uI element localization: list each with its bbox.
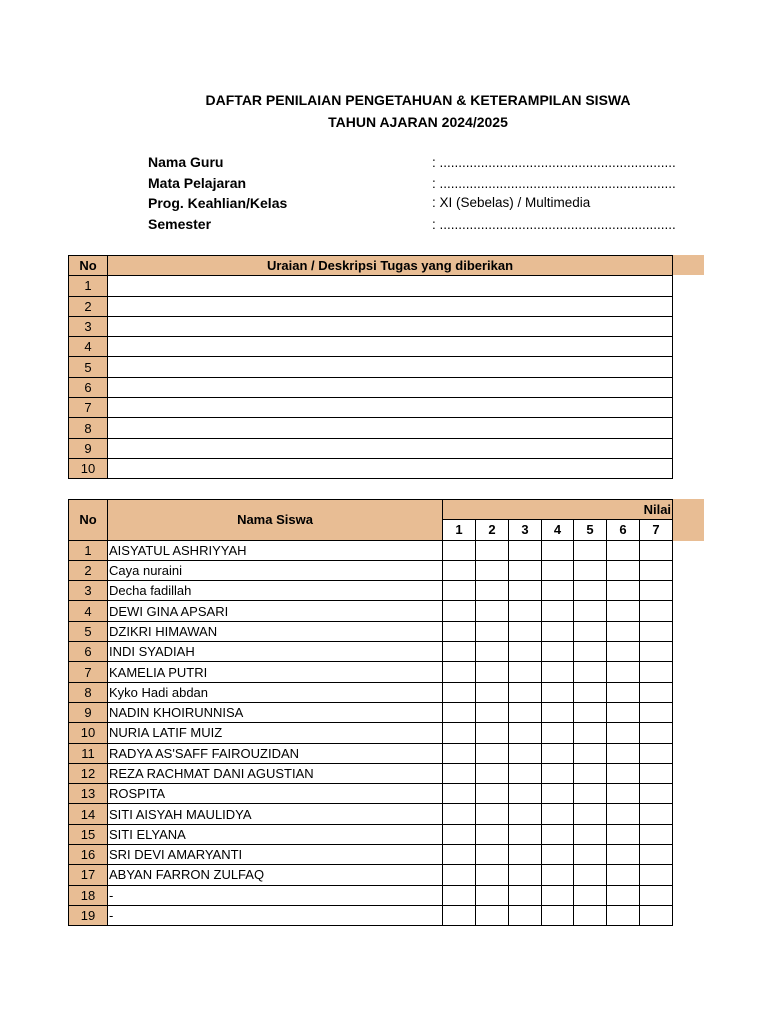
- grade-cell[interactable]: [607, 905, 640, 925]
- student-row-number: 11: [69, 743, 108, 763]
- task-row: [69, 316, 673, 336]
- grade-cell[interactable]: [607, 560, 640, 580]
- student-name: KAMELIA PUTRI: [108, 662, 443, 682]
- student-name: INDI SYADIAH: [108, 642, 443, 662]
- student-row: [69, 560, 673, 580]
- column-header-no: No: [69, 500, 108, 541]
- grade-cell[interactable]: [640, 642, 673, 662]
- grade-cell[interactable]: [542, 824, 574, 844]
- grade-cell[interactable]: [640, 743, 673, 763]
- info-label-mata-pelajaran: Mata Pelajaran: [148, 175, 247, 191]
- grade-cell[interactable]: [574, 560, 607, 580]
- grade-cell[interactable]: [607, 662, 640, 682]
- task-description-cell[interactable]: [108, 296, 673, 316]
- grade-cell[interactable]: [542, 621, 574, 641]
- grade-cell[interactable]: [574, 784, 607, 804]
- nilai-column-header: 6: [607, 520, 640, 540]
- task-description-cell[interactable]: [108, 337, 673, 357]
- grade-cell[interactable]: [640, 682, 673, 702]
- grade-cell[interactable]: [607, 763, 640, 783]
- grade-cell[interactable]: [443, 845, 476, 865]
- task-row-number: 10: [69, 458, 108, 478]
- student-row: [69, 905, 673, 925]
- header-fill-extension: [672, 255, 704, 275]
- task-row-number: 1: [69, 276, 108, 296]
- grade-cell[interactable]: [542, 702, 574, 722]
- grade-cell[interactable]: [509, 621, 542, 641]
- grade-cell[interactable]: [509, 682, 542, 702]
- task-row-number: 7: [69, 398, 108, 418]
- grade-cell[interactable]: [509, 824, 542, 844]
- grade-cell[interactable]: [443, 824, 476, 844]
- task-row: [69, 418, 673, 438]
- grade-cell[interactable]: [574, 723, 607, 743]
- student-name: DZIKRI HIMAWAN: [108, 621, 443, 641]
- grade-cell[interactable]: [542, 642, 574, 662]
- student-row: [69, 824, 673, 844]
- student-row: [69, 723, 673, 743]
- grade-cell[interactable]: [509, 905, 542, 925]
- task-row: [69, 357, 673, 377]
- grade-cell[interactable]: [640, 560, 673, 580]
- task-description-cell[interactable]: [108, 316, 673, 336]
- task-description-cell[interactable]: [108, 357, 673, 377]
- document-title: DAFTAR PENILAIAN PENGETAHUAN & KETERAMPILAN SISWA: [205, 92, 631, 108]
- grade-cell[interactable]: [443, 702, 476, 722]
- nilai-column-header: 4: [542, 520, 574, 540]
- grade-cell[interactable]: [476, 723, 509, 743]
- student-row: [69, 845, 673, 865]
- grade-cell[interactable]: [607, 743, 640, 763]
- grade-cell[interactable]: [443, 621, 476, 641]
- info-value-prog-keahlian: : XI (Sebelas) / Multimedia: [432, 195, 591, 210]
- student-row-number: 17: [69, 865, 108, 885]
- grade-cell[interactable]: [640, 581, 673, 601]
- grade-cell[interactable]: [542, 601, 574, 621]
- grade-cell[interactable]: [476, 905, 509, 925]
- student-row-number: 5: [69, 621, 108, 641]
- grade-cell[interactable]: [542, 682, 574, 702]
- student-name: ABYAN FARRON ZULFAQ: [108, 865, 443, 885]
- grade-cell[interactable]: [607, 702, 640, 722]
- student-name: Caya nuraini: [108, 560, 443, 580]
- student-row: [69, 540, 673, 560]
- student-row-number: 10: [69, 723, 108, 743]
- grade-cell[interactable]: [574, 804, 607, 824]
- student-name: DEWI GINA APSARI: [108, 601, 443, 621]
- column-header-no: No: [69, 256, 108, 276]
- student-name: Kyko Hadi abdan: [108, 682, 443, 702]
- grade-cell[interactable]: [542, 581, 574, 601]
- grade-cell[interactable]: [509, 702, 542, 722]
- grade-cell[interactable]: [476, 865, 509, 885]
- task-description-cell[interactable]: [108, 276, 673, 296]
- student-row: [69, 885, 673, 905]
- grade-cell[interactable]: [443, 662, 476, 682]
- student-row: [69, 642, 673, 662]
- task-description-cell[interactable]: [108, 377, 673, 397]
- grade-cell[interactable]: [574, 865, 607, 885]
- grade-cell[interactable]: [476, 540, 509, 560]
- student-row-number: 3: [69, 581, 108, 601]
- grade-cell[interactable]: [443, 581, 476, 601]
- grade-cell[interactable]: [574, 885, 607, 905]
- info-value-mata-pelajaran: : ...............................................................: [432, 176, 676, 191]
- grade-cell[interactable]: [574, 601, 607, 621]
- student-grades-table: [68, 499, 673, 926]
- task-row: [69, 438, 673, 458]
- student-row-number: 4: [69, 601, 108, 621]
- info-label-semester: Semester: [148, 216, 212, 232]
- grade-cell[interactable]: [607, 601, 640, 621]
- grade-cell[interactable]: [640, 804, 673, 824]
- task-row-number: 2: [69, 296, 108, 316]
- student-name: ROSPITA: [108, 784, 443, 804]
- grade-cell[interactable]: [574, 845, 607, 865]
- grade-cell[interactable]: [476, 621, 509, 641]
- grade-cell[interactable]: [542, 885, 574, 905]
- grade-cell[interactable]: [476, 702, 509, 722]
- header-fill-extension: [672, 499, 704, 541]
- student-row: [69, 581, 673, 601]
- task-row: [69, 276, 673, 296]
- grade-cell[interactable]: [476, 885, 509, 905]
- grade-cell[interactable]: [542, 804, 574, 824]
- student-row: [69, 621, 673, 641]
- grade-cell[interactable]: [607, 885, 640, 905]
- grade-cell[interactable]: [509, 865, 542, 885]
- grade-cell[interactable]: [640, 845, 673, 865]
- task-row-number: 3: [69, 316, 108, 336]
- grade-cell[interactable]: [476, 560, 509, 580]
- grade-cell[interactable]: [509, 581, 542, 601]
- nilai-column-header: 2: [476, 520, 509, 540]
- student-name: NADIN KHOIRUNNISA: [108, 702, 443, 722]
- info-value-nama-guru: : ...............................................................: [432, 155, 676, 170]
- task-row-number: 6: [69, 377, 108, 397]
- grade-cell[interactable]: [574, 682, 607, 702]
- student-row-number: 1: [69, 540, 108, 560]
- grade-cell[interactable]: [476, 824, 509, 844]
- student-row-number: 13: [69, 784, 108, 804]
- grade-cell[interactable]: [443, 804, 476, 824]
- grade-cell[interactable]: [509, 885, 542, 905]
- grade-cell[interactable]: [542, 743, 574, 763]
- student-row: [69, 662, 673, 682]
- grade-cell[interactable]: [574, 763, 607, 783]
- grade-cell[interactable]: [607, 621, 640, 641]
- student-row-number: 19: [69, 905, 108, 925]
- student-name: SRI DEVI AMARYANTI: [108, 845, 443, 865]
- column-header-nilai: Nilai: [443, 500, 673, 520]
- task-row-number: 8: [69, 418, 108, 438]
- grade-cell[interactable]: [640, 865, 673, 885]
- column-header-nama-siswa: Nama Siswa: [108, 500, 443, 541]
- student-row: [69, 804, 673, 824]
- grade-cell[interactable]: [574, 540, 607, 560]
- nilai-column-header: 1: [443, 520, 476, 540]
- student-row: [69, 865, 673, 885]
- grade-cell[interactable]: [509, 845, 542, 865]
- student-row-number: 18: [69, 885, 108, 905]
- task-row: [69, 296, 673, 316]
- grade-cell[interactable]: [607, 824, 640, 844]
- student-row-number: 6: [69, 642, 108, 662]
- grade-cell[interactable]: [443, 723, 476, 743]
- info-label-nama-guru: Nama Guru: [148, 154, 224, 170]
- grade-cell[interactable]: [542, 560, 574, 580]
- student-row-number: 7: [69, 662, 108, 682]
- info-value-semester: : ...............................................................: [432, 217, 676, 232]
- grade-cell[interactable]: [443, 642, 476, 662]
- grade-cell[interactable]: [574, 581, 607, 601]
- student-name: -: [108, 885, 443, 905]
- grade-cell[interactable]: [443, 540, 476, 560]
- grade-cell[interactable]: [476, 804, 509, 824]
- grade-cell[interactable]: [509, 723, 542, 743]
- student-row-number: 2: [69, 560, 108, 580]
- task-row: [69, 377, 673, 397]
- grade-cell[interactable]: [509, 784, 542, 804]
- grade-cell[interactable]: [443, 905, 476, 925]
- grade-cell[interactable]: [443, 601, 476, 621]
- task-row: [69, 398, 673, 418]
- grade-cell[interactable]: [509, 662, 542, 682]
- grade-cell[interactable]: [640, 662, 673, 682]
- student-row-number: 8: [69, 682, 108, 702]
- grade-cell[interactable]: [542, 784, 574, 804]
- grade-cell[interactable]: [607, 784, 640, 804]
- task-description-cell[interactable]: [108, 398, 673, 418]
- grade-cell[interactable]: [607, 845, 640, 865]
- student-row-number: 9: [69, 702, 108, 722]
- grade-cell[interactable]: [640, 723, 673, 743]
- grade-cell[interactable]: [476, 763, 509, 783]
- grade-cell[interactable]: [640, 885, 673, 905]
- grade-cell[interactable]: [509, 642, 542, 662]
- grade-cell[interactable]: [607, 682, 640, 702]
- student-row: [69, 743, 673, 763]
- grade-cell[interactable]: [607, 865, 640, 885]
- grade-cell[interactable]: [542, 662, 574, 682]
- grade-cell[interactable]: [476, 682, 509, 702]
- grade-cell[interactable]: [574, 702, 607, 722]
- task-row-number: 4: [69, 337, 108, 357]
- task-description-cell[interactable]: [108, 438, 673, 458]
- grade-cell[interactable]: [542, 905, 574, 925]
- student-row: [69, 763, 673, 783]
- grade-cell[interactable]: [574, 662, 607, 682]
- grade-cell[interactable]: [640, 784, 673, 804]
- grade-cell[interactable]: [607, 540, 640, 560]
- nilai-column-header: 5: [574, 520, 607, 540]
- grade-cell[interactable]: [509, 763, 542, 783]
- grade-cell[interactable]: [542, 865, 574, 885]
- student-name: SITI ELYANA: [108, 824, 443, 844]
- task-description-cell[interactable]: [108, 418, 673, 438]
- task-row: [69, 337, 673, 357]
- student-row: [69, 601, 673, 621]
- grade-cell[interactable]: [574, 642, 607, 662]
- grade-cell[interactable]: [476, 581, 509, 601]
- student-name: -: [108, 905, 443, 925]
- grade-cell[interactable]: [476, 662, 509, 682]
- student-row: [69, 682, 673, 702]
- student-row-number: 12: [69, 763, 108, 783]
- student-row: [69, 702, 673, 722]
- student-name: RADYA AS'SAFF FAIROUZIDAN: [108, 743, 443, 763]
- grade-cell[interactable]: [640, 621, 673, 641]
- student-row-number: 15: [69, 824, 108, 844]
- grade-cell[interactable]: [476, 642, 509, 662]
- grade-cell[interactable]: [443, 784, 476, 804]
- grade-cell[interactable]: [542, 723, 574, 743]
- grade-cell[interactable]: [443, 682, 476, 702]
- grade-cell[interactable]: [607, 804, 640, 824]
- grade-cell[interactable]: [607, 642, 640, 662]
- grade-cell[interactable]: [443, 885, 476, 905]
- grade-cell[interactable]: [640, 540, 673, 560]
- nilai-column-header: 7: [640, 520, 673, 540]
- grade-cell[interactable]: [574, 621, 607, 641]
- student-row-number: 14: [69, 804, 108, 824]
- nilai-column-header: 3: [509, 520, 542, 540]
- grade-cell[interactable]: [640, 824, 673, 844]
- student-row: [69, 784, 673, 804]
- student-name: SITI AISYAH MAULIDYA: [108, 804, 443, 824]
- grade-cell[interactable]: [476, 743, 509, 763]
- grade-cell[interactable]: [607, 581, 640, 601]
- grade-cell[interactable]: [574, 743, 607, 763]
- info-label-prog-keahlian: Prog. Keahlian/Kelas: [148, 195, 288, 211]
- grade-cell[interactable]: [607, 723, 640, 743]
- grade-cell[interactable]: [640, 702, 673, 722]
- grade-cell[interactable]: [574, 905, 607, 925]
- student-row-number: 16: [69, 845, 108, 865]
- grade-cell[interactable]: [509, 560, 542, 580]
- grade-cell[interactable]: [640, 601, 673, 621]
- grade-cell[interactable]: [509, 804, 542, 824]
- column-header-description: Uraian / Deskripsi Tugas yang diberikan: [108, 256, 673, 276]
- grade-cell[interactable]: [542, 845, 574, 865]
- grade-cell[interactable]: [476, 845, 509, 865]
- task-row-number: 5: [69, 357, 108, 377]
- grade-cell[interactable]: [443, 763, 476, 783]
- task-row: [69, 458, 673, 478]
- student-name: REZA RACHMAT DANI AGUSTIAN: [108, 763, 443, 783]
- student-name: AISYATUL ASHRIYYAH: [108, 540, 443, 560]
- grade-cell[interactable]: [509, 540, 542, 560]
- grade-cell[interactable]: [640, 763, 673, 783]
- grade-cell[interactable]: [509, 601, 542, 621]
- grade-cell[interactable]: [574, 824, 607, 844]
- grade-cell[interactable]: [476, 784, 509, 804]
- student-name: Decha fadillah: [108, 581, 443, 601]
- document-subtitle: TAHUN AJARAN 2024/2025: [328, 114, 508, 130]
- grade-cell[interactable]: [443, 743, 476, 763]
- grade-cell[interactable]: [542, 540, 574, 560]
- grade-cell[interactable]: [640, 905, 673, 925]
- grade-cell[interactable]: [443, 865, 476, 885]
- task-description-table: [68, 255, 673, 479]
- grade-cell[interactable]: [476, 601, 509, 621]
- grade-cell[interactable]: [542, 763, 574, 783]
- grade-cell[interactable]: [443, 560, 476, 580]
- grade-cell[interactable]: [509, 743, 542, 763]
- task-description-cell[interactable]: [108, 458, 673, 478]
- task-row-number: 9: [69, 438, 108, 458]
- student-name: NURIA LATIF MUIZ: [108, 723, 443, 743]
